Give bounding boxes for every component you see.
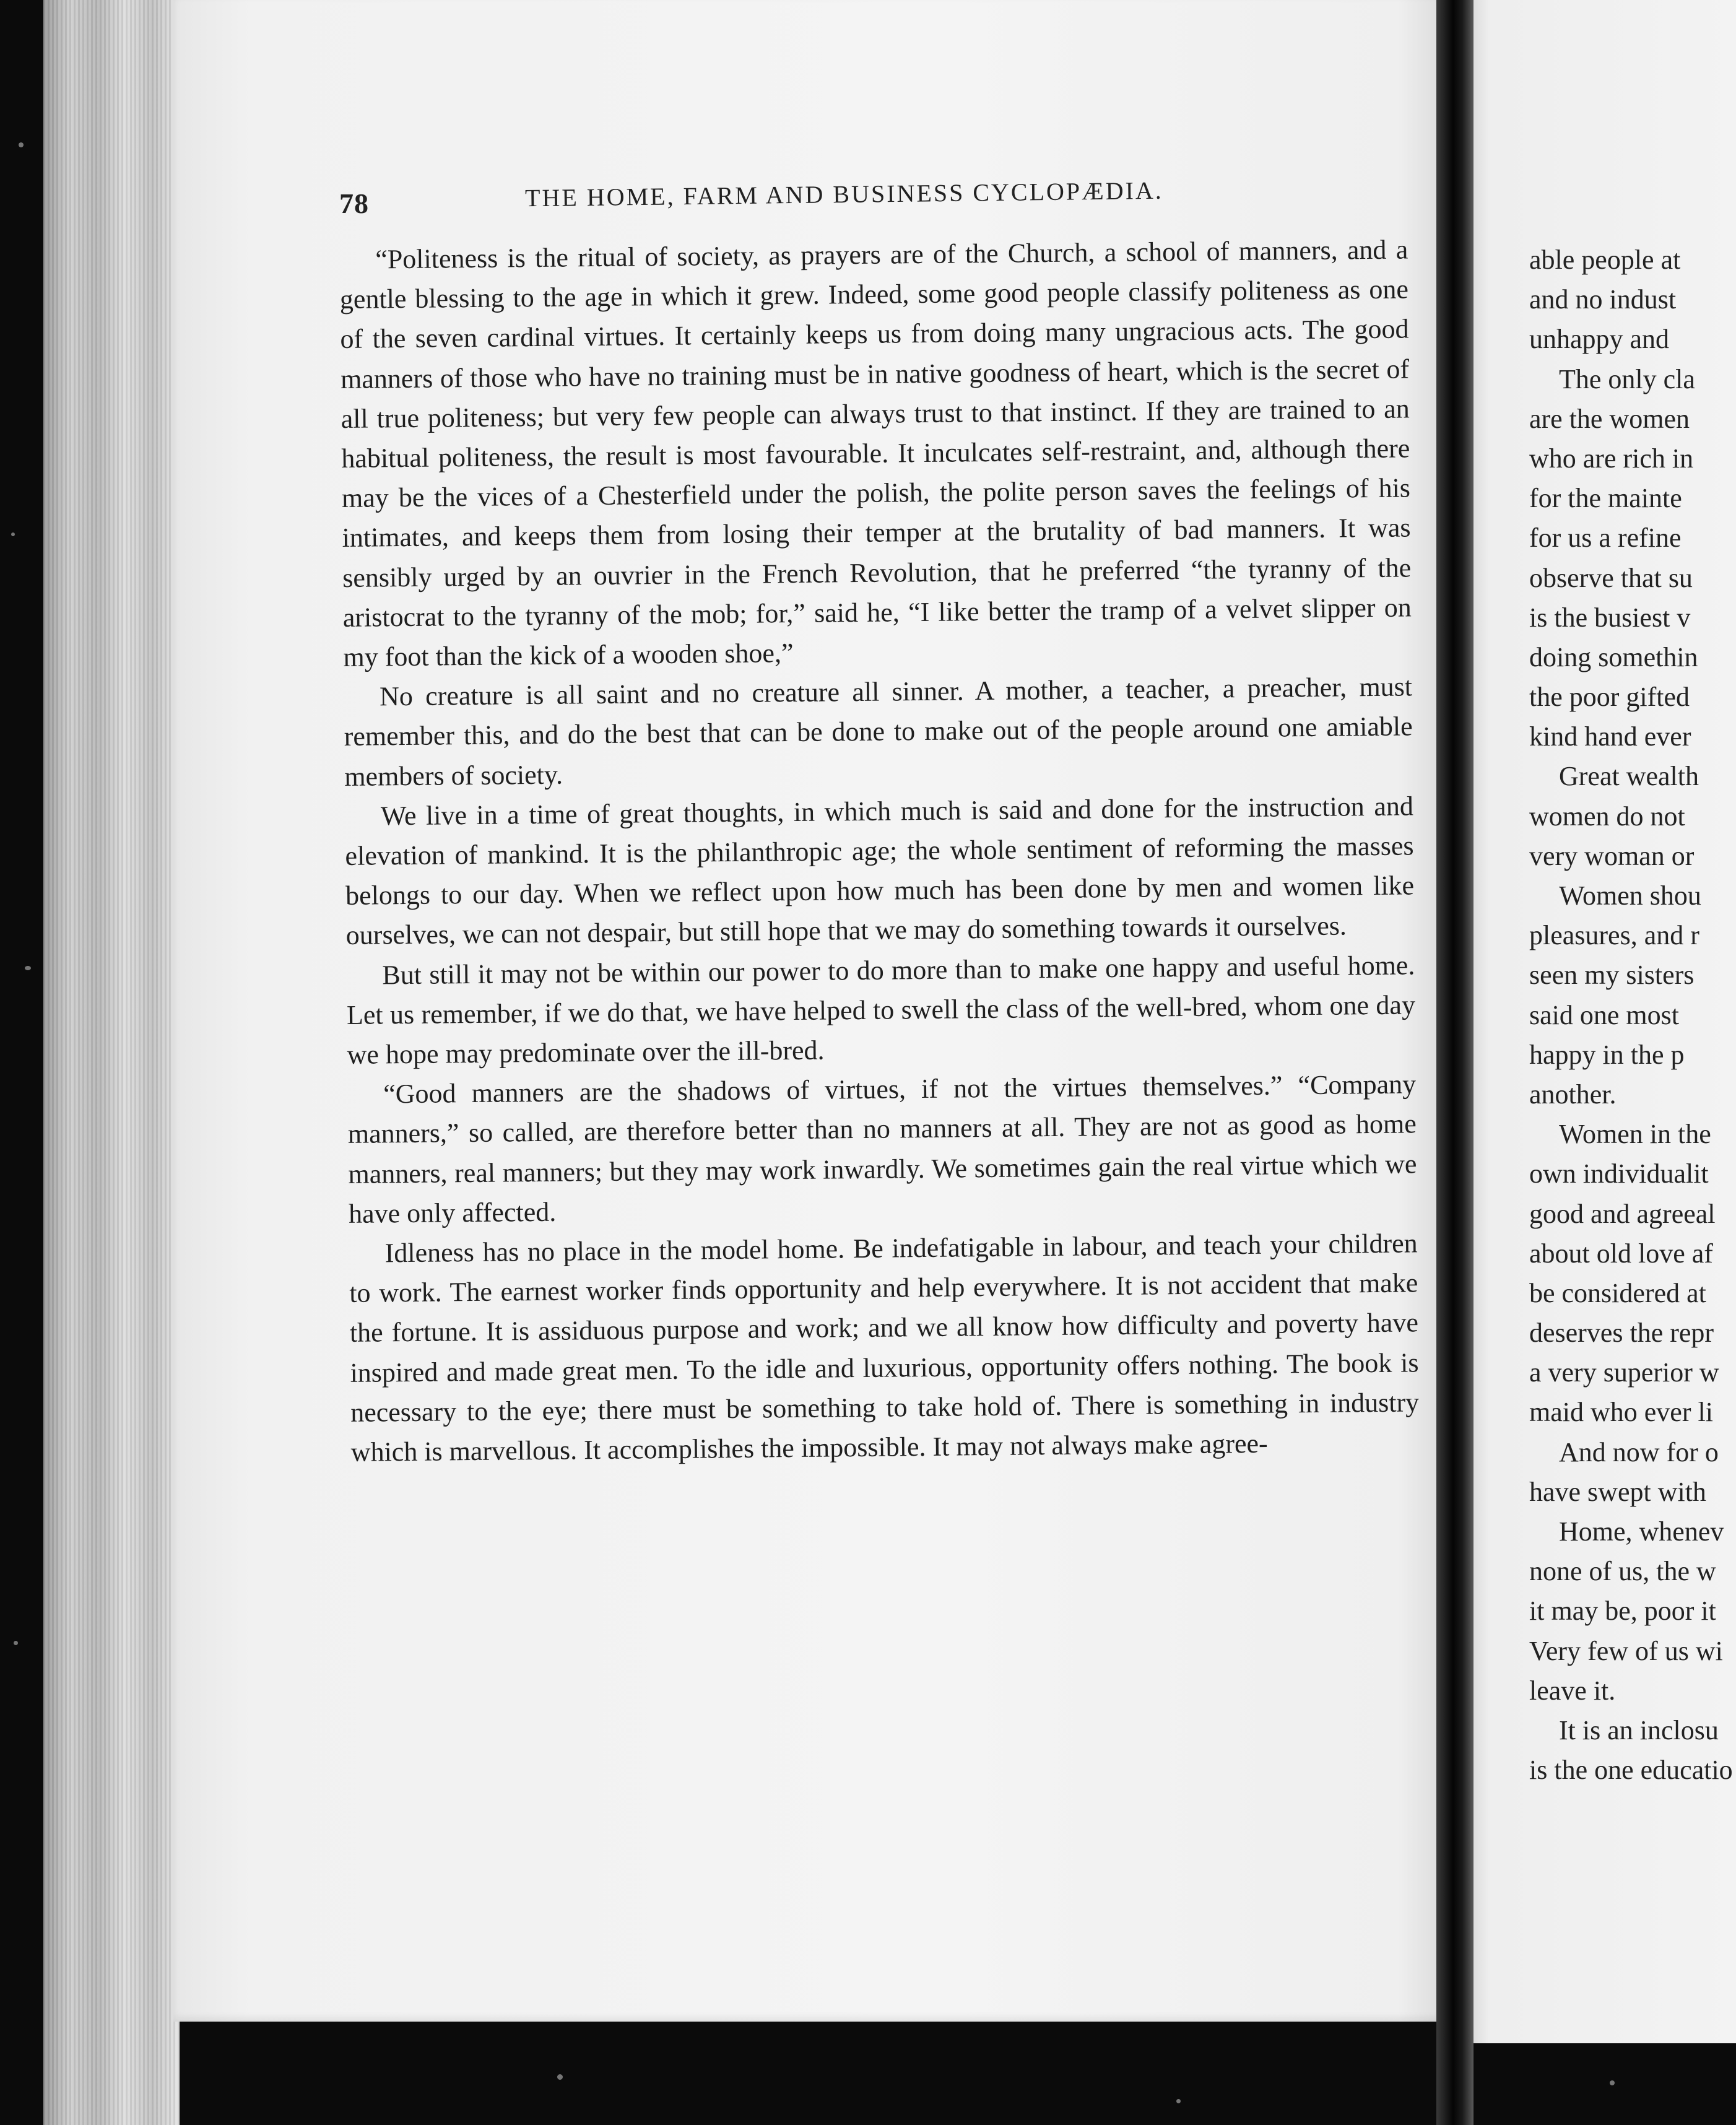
paragraph: Idleness has no place in the model home. Be indefatigable in labour, and teach your children to work. The earnest worker finds opportunity and help everywhere. It is not accident that make the fortune. It is assiduous purpose and work; and we all know how difficulty and poverty have inspired and made great men. To the idle and luxurious, opportunity offers nothing. The book is necessary to the eye; there must be something to take hold of. There is something in industry which is marvellous. It accomplishes the impossible. It may not always make agree- — [349, 1228, 1420, 1468]
right-page-line: kind hand ever — [1529, 721, 1691, 752]
right-page-line: Great wealth — [1559, 761, 1699, 792]
page-number: 78 — [339, 188, 369, 219]
right-page-line: is the busiest v — [1529, 602, 1691, 633]
right-page-line: none of us, the w — [1529, 1556, 1716, 1587]
right-page-line: Home, whenev — [1559, 1516, 1724, 1547]
paragraph: “Politeness is the ritual of society, as prayers are of the Church, a school of manners, and a gentle blessing to the age in which it grew. Indeed, some good people classify politeness as one of the seven cardinal virtues. It certainly keeps us from doing many ungracious acts. The good manners of those who have no training must be in native goodness of heart, which is the secret of all true politeness; but very few people can always trust to that instinct. If they are trained to an habitual politeness, the result is most favourable. It inculcates self-restraint, and, although there may be the vices of a Chesterfield under the polish, the polite person saves the feelings of his intimates, and keeps them from losing their temper at the brutality of bad manners. It was sensibly urged by an ouvrier in the French Revolution, that he preferred “the tyranny of the aristocrat to the tyranny of the mob; for,” said he, “I like better the tramp of a velvet slipper on my foot than the kick of a wooden shoe,” — [339, 234, 1412, 672]
right-page-line: be considered at — [1529, 1277, 1706, 1308]
paragraph: “Good manners are the shadows of virtues, if not the virtues themselves.” “Company manners,” so called, are therefore better than no manners at all. They are not as good as home manners, real manners; but they may work inwardly. We sometimes gain the real virtue which we have only affected. — [347, 1069, 1417, 1229]
right-page-line: good and agreeal — [1529, 1198, 1716, 1229]
right-page-line: doing somethin — [1529, 641, 1698, 672]
right-page-line: for us a refine — [1529, 523, 1682, 554]
right-page-line: deserves the repr — [1529, 1318, 1714, 1349]
right-page-line: who are rich in — [1529, 443, 1694, 474]
scan-speck — [11, 532, 15, 536]
paragraph: We live in a time of great thoughts, in which much is said and done for the instruction and elevation of mankind. It is the philanthropic age; the whole sentiment of reforming the masses belongs to our day. When we reflect upon how much has been done by men and women like ourselves, we can not despair, but still hope that we may do something towards it ourselves. — [345, 791, 1415, 951]
scan-speck — [1176, 2099, 1181, 2103]
right-page-line: is the one educatio — [1529, 1755, 1733, 1786]
right-page-line: Women in the — [1559, 1119, 1711, 1150]
right-page-line: It is an inclosu — [1559, 1714, 1719, 1745]
right-page-line: said one most — [1529, 999, 1679, 1030]
right-page-line: Very few of us wi — [1529, 1635, 1723, 1666]
right-page-line: and no indust — [1529, 284, 1677, 315]
right-page-line: very woman or — [1529, 840, 1695, 871]
right-page-line: Women shou — [1559, 880, 1701, 911]
right-page-line: women do not — [1529, 801, 1685, 832]
right-page-line: own individualit — [1529, 1158, 1709, 1189]
right-page-line: the poor gifted — [1529, 682, 1690, 713]
right-page-line: maid who ever li — [1529, 1397, 1713, 1428]
right-page-line: happy in the p — [1529, 1039, 1685, 1070]
left-page-body — [339, 230, 1420, 1472]
scan-speck — [25, 966, 31, 970]
right-page-line: have swept with — [1529, 1476, 1706, 1507]
right-page-line: able people at — [1529, 245, 1681, 275]
right-page-line: about old love af — [1529, 1238, 1713, 1269]
page-stack-edge — [43, 0, 180, 2125]
scan-speck — [14, 1641, 18, 1645]
right-page-line: observe that su — [1529, 562, 1693, 593]
right-page-line: leave it. — [1529, 1675, 1616, 1706]
scan-speck — [19, 142, 24, 147]
book-gutter — [1436, 0, 1473, 2125]
right-page-line: seen my sisters — [1529, 960, 1695, 991]
right-page-line: unhappy and — [1529, 324, 1670, 355]
scan-speck — [557, 2074, 563, 2080]
right-page-line: And now for o — [1559, 1436, 1719, 1467]
right-page-line: a very superior w — [1529, 1357, 1719, 1388]
page-header — [339, 176, 1404, 223]
right-page-line: pleasures, and r — [1529, 920, 1699, 951]
right-page-line: it may be, poor it — [1529, 1596, 1716, 1627]
paragraph: No creature is all saint and no creature all sinner. A mother, a teacher, a preacher, must remember this, and do the best that can be done to make out of the people around one amiable members of society. — [344, 671, 1413, 792]
paragraph: But still it may not be within our power to do more than to make one happy and useful home. Let us remember, if we do that, we have helped to swell the class of the well-bred, whom one day we hope may predominate over the ill-bred. — [346, 950, 1416, 1071]
running-title: THE HOME, FARM AND BUSINESS CYCLOPÆDIA. — [524, 176, 1164, 212]
right-page-line: are the women — [1529, 403, 1690, 434]
right-page-line: for the mainte — [1529, 483, 1682, 514]
right-page-line: another. — [1529, 1079, 1617, 1110]
right-page-line: The only cla — [1559, 363, 1695, 394]
scan-speck — [1610, 2080, 1615, 2085]
right-page-body — [1529, 240, 1736, 1790]
